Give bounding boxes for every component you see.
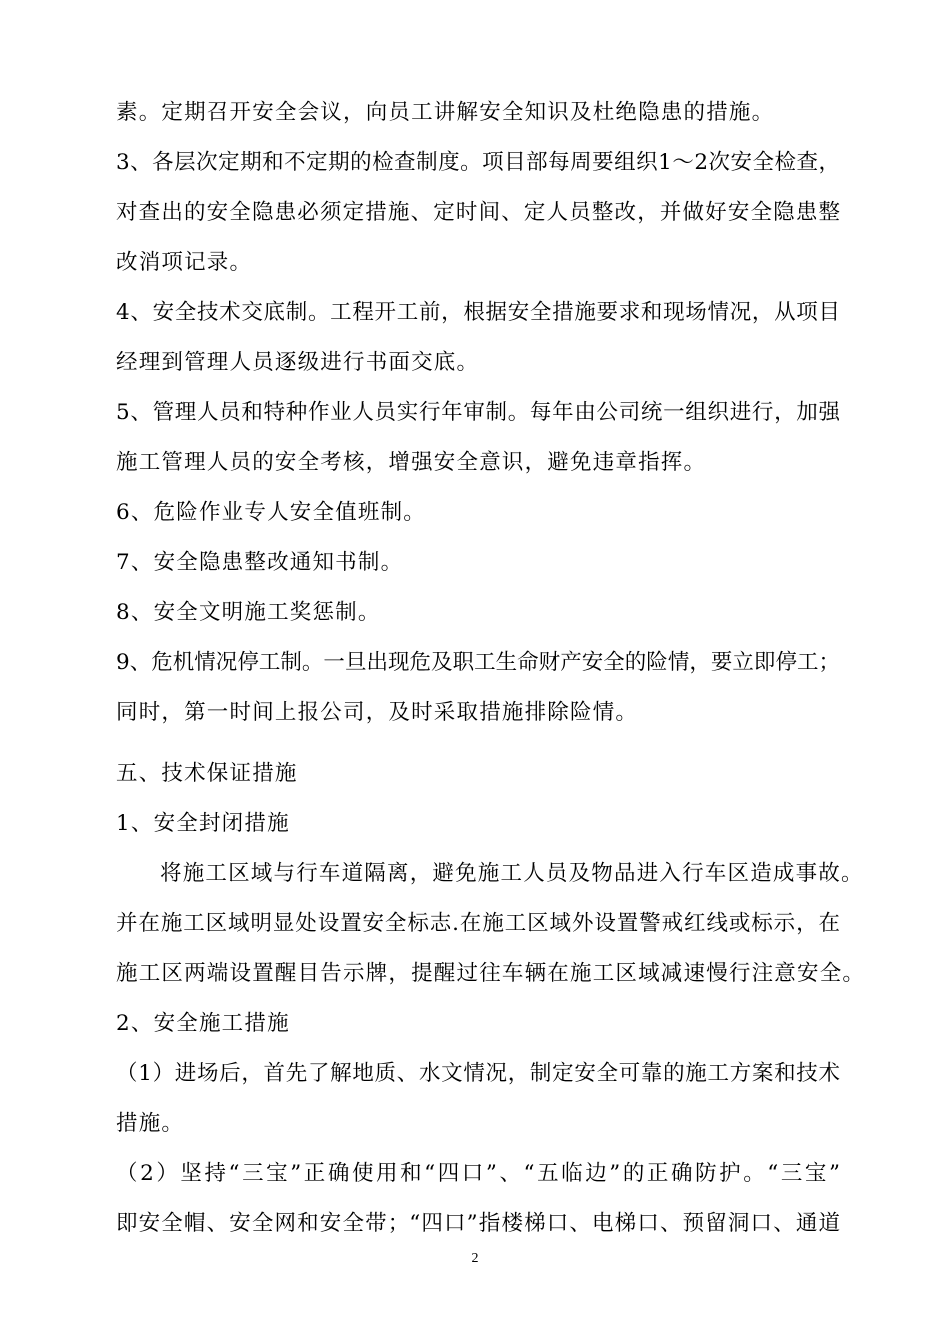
page-number: 2	[471, 1251, 479, 1266]
body-line: （2）坚持“三宝”正确使用和“四口”、“五临边”的正确防护。“三宝”	[116, 1161, 840, 1186]
body-line: 对查出的安全隐患必须定措施、定时间、定人员整改，并做好安全隐患整	[116, 200, 840, 225]
body-line: 并在施工区域明显处设置安全标志.在施工区域外设置警戒红线或标示，在	[116, 911, 840, 936]
subsection-heading: 1、安全封闭措施	[116, 811, 290, 836]
body-line: 3、各层次定期和不定期的检查制度。项目部每周要组织1～2次安全检查，	[116, 150, 840, 175]
body-line: 同时，第一时间上报公司，及时采取措施排除险情。	[116, 700, 639, 725]
body-line: 8、安全文明施工奖惩制。	[116, 600, 381, 625]
body-line: 将施工区域与行车道隔离，避免施工人员及物品进入行车区造成事故。	[160, 861, 864, 886]
subsection-heading: 2、安全施工措施	[116, 1011, 290, 1036]
body-line: 9、危机情况停工制。一旦出现危及职工生命财产安全的险情，要立即停工；	[116, 650, 840, 675]
body-line: 即安全帽、安全网和安全带；“四口”指楼梯口、电梯口、预留洞口、通道	[116, 1211, 840, 1236]
body-line: 经理到管理人员逐级进行书面交底。	[116, 350, 480, 375]
body-line: 5、管理人员和特种作业人员实行年审制。每年由公司统一组织进行，加强	[116, 400, 840, 425]
body-line: 改消项记录。	[116, 250, 253, 275]
body-line: 措施。	[116, 1111, 185, 1136]
body-line: 7、安全隐患整改通知书制。	[116, 550, 404, 575]
body-line: 施工区两端设置醒目告示牌，提醒过往车辆在施工区域减速慢行注意安全。	[116, 961, 866, 986]
body-line: （1）进场后，首先了解地质、水文情况，制定安全可靠的施工方案和技术	[116, 1061, 840, 1086]
body-line: 4、安全技术交底制。工程开工前，根据安全措施要求和现场情况，从项目	[116, 300, 840, 325]
body-line: 素。定期召开安全会议，向员工讲解安全知识及杜绝隐患的措施。	[116, 100, 775, 125]
section-heading: 五、技术保证措施	[116, 761, 298, 786]
body-line: 施工管理人员的安全考核，增强安全意识，避免违章指挥。	[116, 450, 707, 475]
body-line: 6、危险作业专人安全值班制。	[116, 500, 426, 525]
